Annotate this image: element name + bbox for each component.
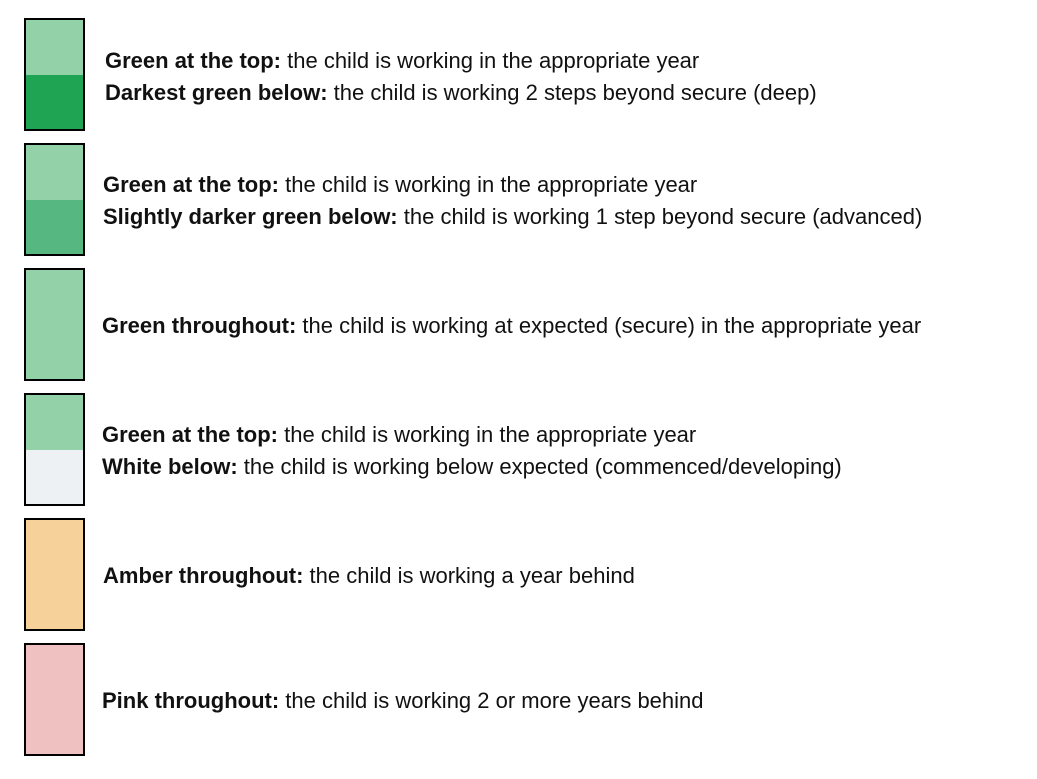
legend-line-description: the child is working 2 steps beyond secure (deep) — [327, 80, 817, 105]
legend-line — [102, 451, 842, 483]
legend-line-description: the child is working 2 or more years behind — [279, 688, 704, 713]
legend-line-label: White below: — [102, 454, 238, 479]
color-swatch-darker-green — [24, 143, 85, 256]
legend-line-label: Darkest green below: — [105, 80, 328, 105]
legend-text-4 — [103, 560, 635, 592]
color-swatch-amber — [24, 518, 85, 631]
legend-line-description: the child is working at expected (secure) in the appropriate year — [296, 313, 922, 338]
legend-line-label: Green at the top: — [102, 422, 279, 447]
swatch-band — [26, 75, 83, 130]
legend-line-description: the child is working a year behind — [303, 563, 635, 588]
legend-line-label: Amber throughout: — [103, 563, 304, 588]
swatch-band — [26, 450, 83, 505]
legend-line — [102, 685, 704, 717]
legend-line-description: the child is working in the appropriate year — [279, 172, 698, 197]
legend-line — [105, 77, 817, 109]
swatch-band — [26, 20, 83, 75]
legend-line — [103, 169, 922, 201]
swatch-band — [26, 520, 83, 629]
legend-line-description: the child is working in the appropriate year — [281, 48, 700, 73]
legend-line-label: Pink throughout: — [102, 688, 280, 713]
color-swatch-darkest-green — [24, 18, 85, 131]
legend-line — [103, 560, 635, 592]
swatch-band — [26, 200, 83, 255]
legend-line-label: Green at the top: — [105, 48, 282, 73]
legend-text-0 — [105, 45, 817, 109]
swatch-band — [26, 395, 83, 450]
legend-line-description: the child is working 1 step beyond secure (advanced) — [397, 204, 923, 229]
legend-text-2 — [102, 310, 921, 342]
swatch-band — [26, 145, 83, 200]
legend-line — [105, 45, 817, 77]
legend-line — [103, 201, 922, 233]
color-swatch-pink — [24, 643, 85, 756]
color-swatch-green — [24, 268, 85, 381]
swatch-band — [26, 645, 83, 754]
color-swatch-green-white — [24, 393, 85, 506]
legend-line — [102, 310, 921, 342]
legend-text-5 — [102, 685, 704, 717]
legend-line-label: Green at the top: — [103, 172, 280, 197]
swatch-band — [26, 270, 83, 379]
legend-line-description: the child is working below expected (commenced/developing) — [237, 454, 842, 479]
legend-text-3 — [102, 419, 842, 483]
legend-line-label: Slightly darker green below: — [103, 204, 398, 229]
legend-line-label: Green throughout: — [102, 313, 297, 338]
legend-line-description: the child is working in the appropriate year — [278, 422, 697, 447]
legend-text-1 — [103, 169, 922, 233]
legend-line — [102, 419, 842, 451]
